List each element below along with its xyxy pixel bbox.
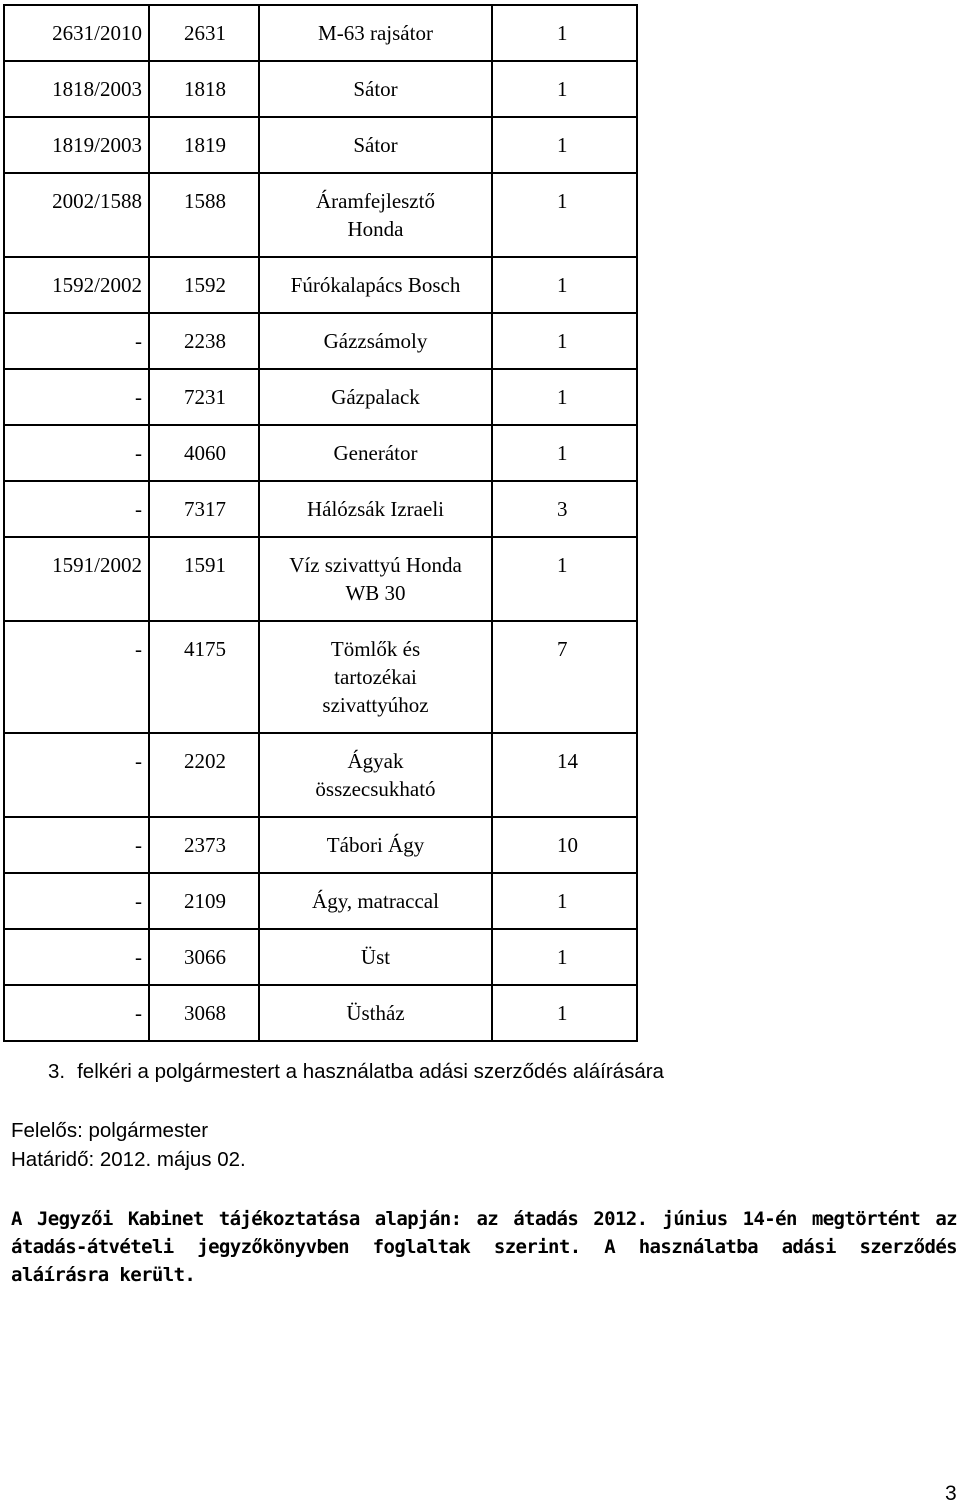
cell-registry-number: - (135, 441, 142, 465)
cell-inventory-code-cell (149, 817, 259, 873)
jegyzo-note-paragraph: A Jegyzői Kabinet tájékoztatása alapján: az átadás 2012. június 14-én megtörtént az átadás-átvételi jegyzőkönyvben foglaltak szerint. A használatba adási szerződés aláírásra került. (11, 1208, 957, 1286)
resolution-item (48, 1060, 664, 1084)
cell-inventory-code-cell (149, 481, 259, 537)
cell-inventory-code: 1818 (184, 77, 226, 101)
cell-inventory-code-cell (149, 621, 259, 733)
cell-quantity-cell (492, 257, 637, 313)
cell-registry-number: - (135, 749, 142, 773)
cell-item-name: Üst (360, 945, 391, 969)
cell-quantity: 1 (557, 553, 568, 577)
cell-inventory-code: 2202 (184, 749, 226, 773)
cell-registry-number-cell (4, 621, 149, 733)
cell-inventory-code: 2373 (184, 833, 226, 857)
cell-inventory-code: 4175 (184, 637, 226, 661)
inventory-table-body (4, 5, 637, 1041)
cell-item-name-cell (259, 929, 492, 985)
cell-inventory-code: 4060 (184, 441, 226, 465)
cell-inventory-code-cell (149, 733, 259, 817)
cell-inventory-code: 2631 (184, 21, 226, 45)
cell-item-name-cell (259, 313, 492, 369)
cell-quantity: 1 (557, 77, 568, 101)
cell-registry-number: - (135, 1001, 142, 1025)
cell-item-name: Áramfejlesztő Honda (316, 189, 435, 241)
cell-quantity-cell (492, 929, 637, 985)
table-row (4, 817, 637, 873)
cell-inventory-code-cell (149, 985, 259, 1041)
cell-registry-number: 1818/2003 (52, 77, 142, 101)
cell-item-name: Tábori Ágy (326, 833, 425, 857)
cell-registry-number-cell (4, 5, 149, 61)
table-row (4, 257, 637, 313)
cell-registry-number-cell (4, 369, 149, 425)
cell-item-name: Üstház (346, 1001, 405, 1025)
cell-quantity: 7 (557, 637, 568, 661)
table-row (4, 929, 637, 985)
cell-quantity: 1 (557, 441, 568, 465)
table-row (4, 873, 637, 929)
cell-item-name-cell (259, 117, 492, 173)
cell-quantity-cell (492, 173, 637, 257)
cell-registry-number-cell (4, 257, 149, 313)
cell-quantity: 1 (557, 329, 568, 353)
cell-quantity-cell (492, 873, 637, 929)
cell-quantity-cell (492, 481, 637, 537)
table-row (4, 61, 637, 117)
cell-quantity-cell (492, 369, 637, 425)
cell-registry-number: 1591/2002 (52, 553, 142, 577)
cell-quantity-cell (492, 61, 637, 117)
cell-item-name: Gázpalack (331, 385, 420, 409)
cell-item-name: Ágy, matraccal (312, 889, 439, 913)
cell-inventory-code-cell (149, 117, 259, 173)
cell-registry-number: - (135, 833, 142, 857)
cell-inventory-code: 3066 (184, 945, 226, 969)
cell-item-name: Fúrókalapács Bosch (290, 273, 461, 297)
cell-registry-number: - (135, 385, 142, 409)
cell-item-name-cell (259, 537, 492, 621)
responsible-line: Felelős: polgármester (11, 1119, 209, 1142)
cell-inventory-code: 7231 (184, 385, 226, 409)
inventory-table (3, 4, 638, 1042)
cell-registry-number-cell (4, 173, 149, 257)
cell-registry-number-cell (4, 817, 149, 873)
cell-item-name-cell (259, 425, 492, 481)
cell-quantity-cell (492, 537, 637, 621)
cell-item-name-cell (259, 817, 492, 873)
cell-item-name-cell (259, 873, 492, 929)
cell-registry-number-cell (4, 733, 149, 817)
cell-registry-number-cell (4, 425, 149, 481)
cell-quantity: 1 (557, 189, 568, 213)
cell-quantity-cell (492, 985, 637, 1041)
cell-registry-number: - (135, 945, 142, 969)
cell-quantity-cell (492, 117, 637, 173)
resolution-number: 3. (48, 1060, 66, 1083)
table-row (4, 173, 637, 257)
cell-registry-number: - (135, 889, 142, 913)
cell-item-name: Ágyak összecsukható (315, 749, 436, 801)
cell-item-name: Víz szivattyú Honda WB 30 (289, 553, 462, 605)
cell-registry-number-cell (4, 61, 149, 117)
table-row (4, 481, 637, 537)
cell-registry-number: - (135, 329, 142, 353)
cell-inventory-code-cell (149, 5, 259, 61)
cell-item-name-cell (259, 733, 492, 817)
table-row (4, 733, 637, 817)
cell-quantity-cell (492, 733, 637, 817)
cell-item-name: Generátor (333, 441, 418, 465)
cell-inventory-code: 1819 (184, 133, 226, 157)
table-row (4, 5, 637, 61)
cell-item-name: Gázzsámoly (323, 329, 428, 353)
cell-item-name-cell (259, 257, 492, 313)
cell-inventory-code: 1588 (184, 189, 226, 213)
cell-quantity: 1 (557, 133, 568, 157)
cell-quantity: 10 (557, 833, 578, 857)
cell-inventory-code-cell (149, 313, 259, 369)
cell-item-name-cell (259, 173, 492, 257)
cell-inventory-code-cell (149, 873, 259, 929)
cell-registry-number: 2002/1588 (52, 189, 142, 213)
cell-registry-number-cell (4, 117, 149, 173)
cell-item-name: Tömlők és tartozékai szivattyúhoz (322, 637, 429, 717)
cell-inventory-code-cell (149, 537, 259, 621)
cell-registry-number: - (135, 497, 142, 521)
table-row (4, 425, 637, 481)
cell-registry-number: - (135, 637, 142, 661)
cell-inventory-code: 7317 (184, 497, 226, 521)
cell-registry-number-cell (4, 313, 149, 369)
cell-registry-number: 1592/2002 (52, 273, 142, 297)
cell-item-name-cell (259, 369, 492, 425)
cell-registry-number-cell (4, 873, 149, 929)
cell-inventory-code: 2109 (184, 889, 226, 913)
cell-item-name-cell (259, 61, 492, 117)
cell-inventory-code: 3068 (184, 1001, 226, 1025)
cell-registry-number-cell (4, 537, 149, 621)
cell-quantity-cell (492, 425, 637, 481)
cell-item-name-cell (259, 481, 492, 537)
cell-quantity: 14 (557, 749, 578, 773)
cell-registry-number: 2631/2010 (52, 21, 142, 45)
cell-inventory-code-cell (149, 61, 259, 117)
table-row (4, 313, 637, 369)
cell-inventory-code-cell (149, 369, 259, 425)
resolution-text: felkéri a polgármestert a használatba adási szerződés aláírására (77, 1060, 664, 1083)
cell-registry-number: 1819/2003 (52, 133, 142, 157)
cell-inventory-code-cell (149, 929, 259, 985)
cell-quantity: 3 (557, 497, 568, 521)
cell-item-name: Sátor (353, 77, 398, 101)
cell-quantity-cell (492, 817, 637, 873)
deadline-line: Határidő: 2012. május 02. (11, 1148, 246, 1171)
cell-quantity: 1 (557, 273, 568, 297)
cell-quantity: 1 (557, 945, 568, 969)
table-row (4, 117, 637, 173)
cell-quantity: 1 (557, 1001, 568, 1025)
cell-registry-number-cell (4, 929, 149, 985)
cell-quantity: 1 (557, 889, 568, 913)
cell-inventory-code: 2238 (184, 329, 226, 353)
cell-item-name-cell (259, 621, 492, 733)
cell-item-name: M-63 rajsátor (318, 21, 433, 45)
cell-inventory-code-cell (149, 257, 259, 313)
cell-quantity: 1 (557, 21, 568, 45)
cell-item-name-cell (259, 5, 492, 61)
cell-inventory-code: 1591 (184, 553, 226, 577)
cell-inventory-code-cell (149, 173, 259, 257)
table-row (4, 985, 637, 1041)
cell-registry-number-cell (4, 481, 149, 537)
cell-item-name: Sátor (353, 133, 398, 157)
cell-inventory-code-cell (149, 425, 259, 481)
cell-inventory-code: 1592 (184, 273, 226, 297)
cell-quantity-cell (492, 621, 637, 733)
cell-item-name: Hálózsák Izraeli (306, 497, 444, 521)
cell-quantity-cell (492, 5, 637, 61)
cell-quantity: 1 (557, 385, 568, 409)
table-row (4, 537, 637, 621)
cell-item-name-cell (259, 985, 492, 1041)
table-row (4, 621, 637, 733)
table-row (4, 369, 637, 425)
cell-registry-number-cell (4, 985, 149, 1041)
cell-quantity-cell (492, 313, 637, 369)
page-number: 3 (945, 1482, 957, 1505)
